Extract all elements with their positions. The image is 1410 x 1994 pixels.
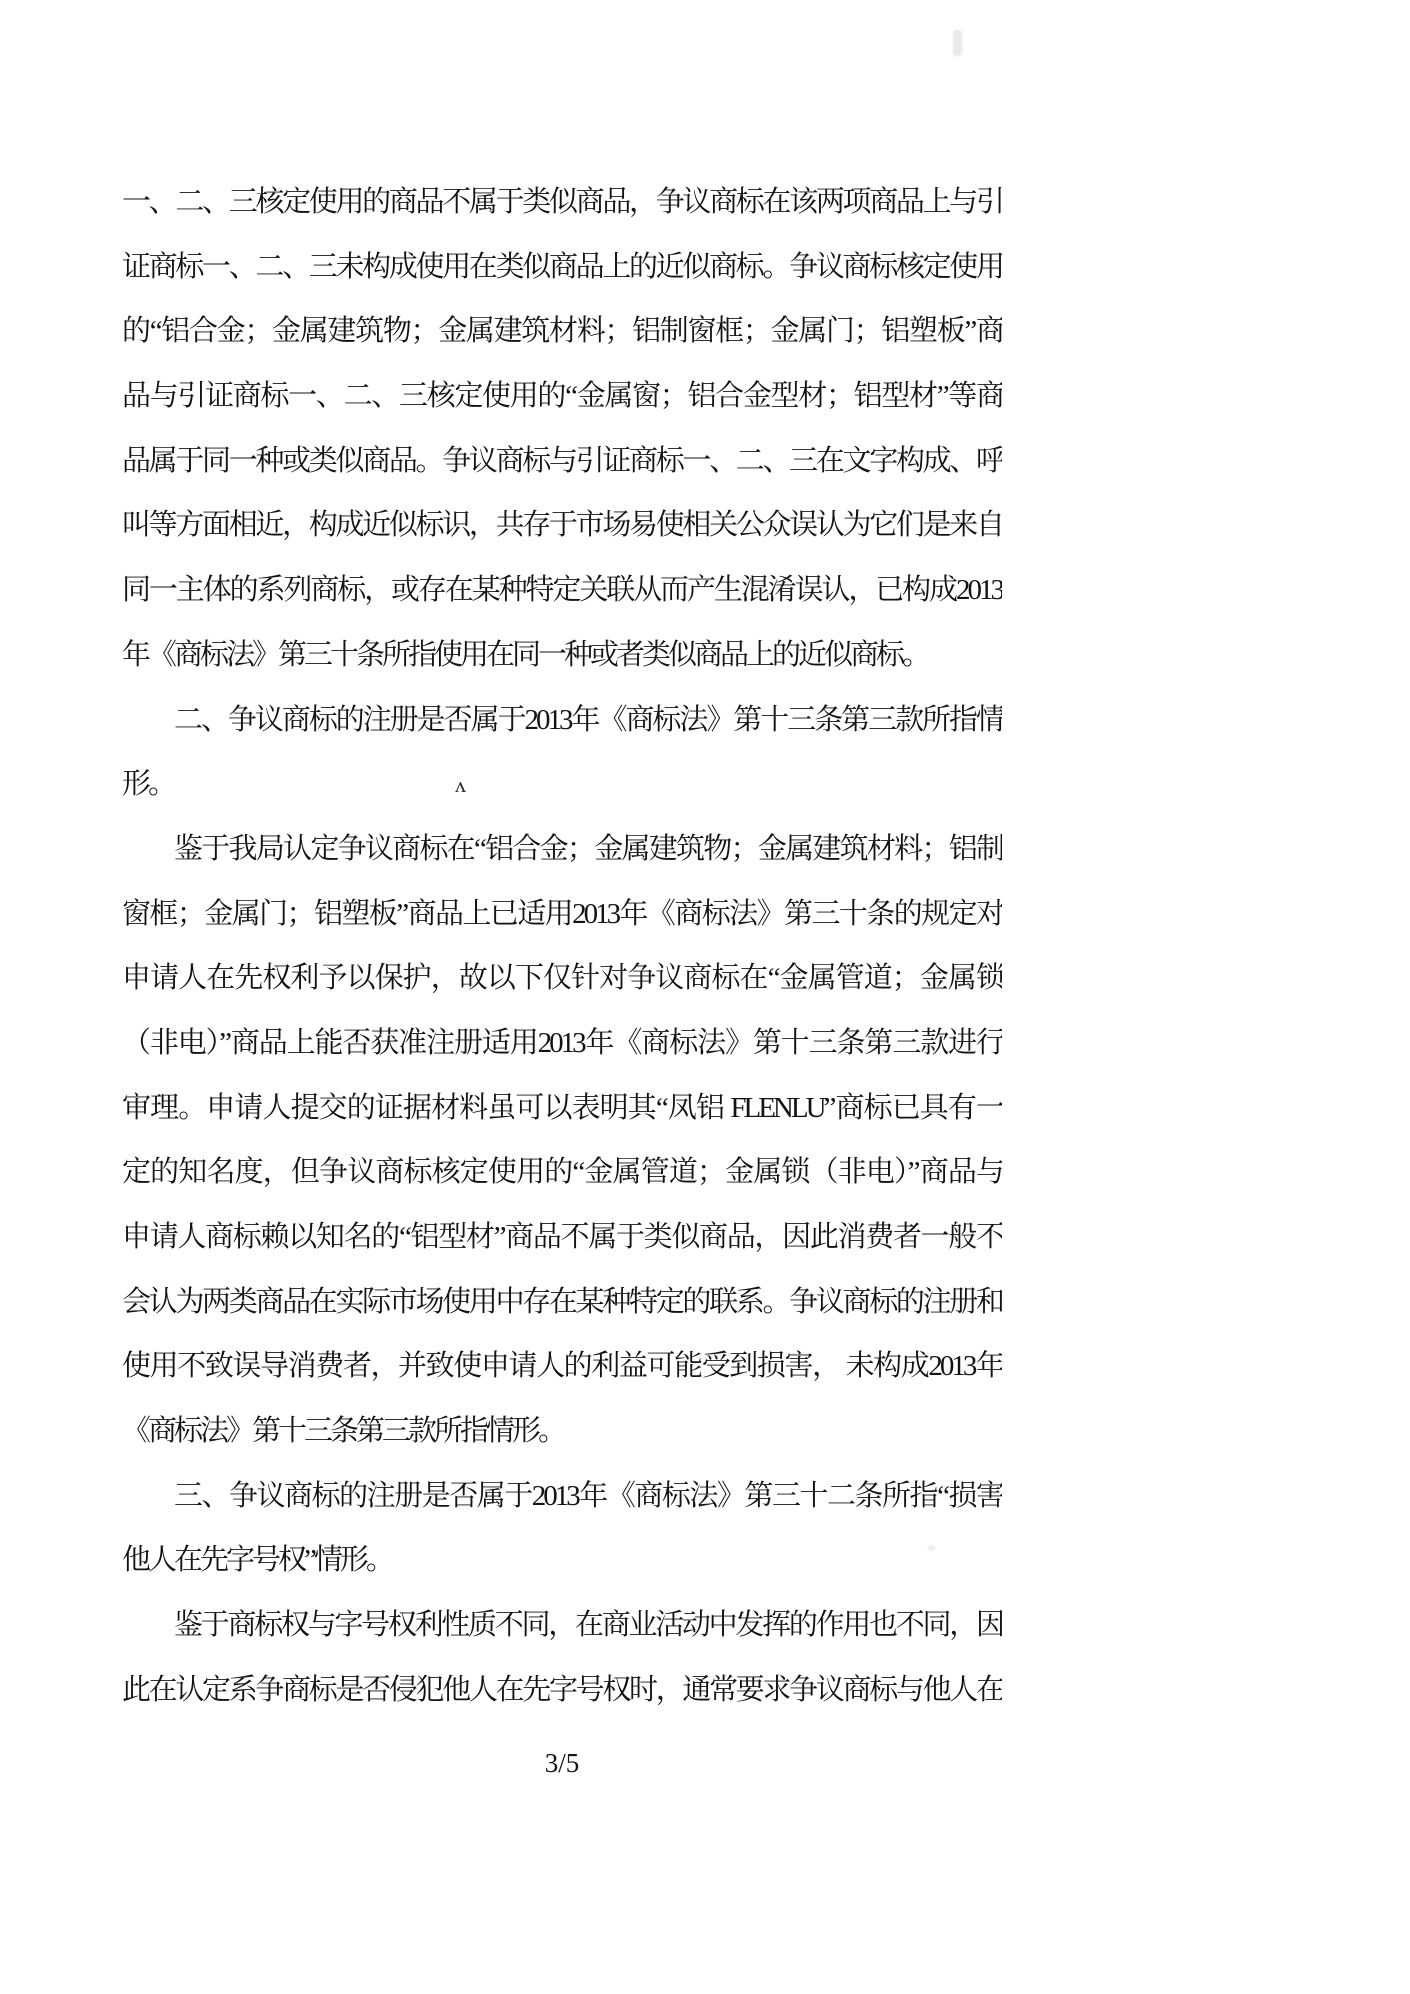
text-line: 品与引证商标一、二、三核定使用的“金属窗；铝合金型材；铝型材”等商 — [122, 380, 1002, 413]
text-line: 鉴于我局认定争议商标在“铝合金；金属建筑物；金属建筑材料；铝制 — [174, 832, 1002, 865]
text-line: 叫等方面相近，构成近似标识，共存于市场易使相关公众误认为它们是来自 — [122, 509, 1002, 542]
text-line: 定的知名度，但争议商标核定使用的“金属管道；金属锁（非电）”商品与 — [122, 1156, 1002, 1189]
text-line: 他人在先字号权”情形。 — [122, 1544, 392, 1577]
text-line: 的“铝合金；金属建筑物；金属建筑材料；铝制窗框；金属门；铝塑板”商 — [122, 315, 1002, 348]
text-line: 二、争议商标的注册是否属于2013年《商标法》第十三条第三款所指情 — [174, 703, 1002, 736]
text-block — [122, 170, 1002, 1723]
text-line: 使用不致误导消费者，并致使申请人的利益可能受到损害， 未构成2013年 — [122, 1350, 1002, 1383]
text-line: 此在认定系争商标是否侵犯他人在先字号权时，通常要求争议商标与他人在 — [122, 1673, 1002, 1706]
text-line: 年《商标法》第三十条所指使用在同一种或者类似商品上的近似商标。 — [122, 638, 929, 671]
text-line: 申请人在先权利予以保护，故以下仅针对争议商标在“金属管道；金属锁 — [122, 962, 1002, 995]
text-line: 品属于同一种或类似商品。争议商标与引证商标一、二、三在文字构成、呼 — [122, 444, 1002, 477]
text-line: 窗框；金属门；铝塑板”商品上已适用2013年《商标法》第三十条的规定对 — [122, 897, 1002, 930]
text-line: 一、二、三核定使用的商品不属于类似商品，争议商标在该两项商品上与引 — [122, 186, 1002, 218]
text-line: 鉴于商标权与字号权利性质不同，在商业活动中发挥的作用也不同，因 — [174, 1609, 1002, 1642]
text-line: 申请人商标赖以知名的“铝型材”商品不属于类似商品，因此消费者一般不 — [122, 1221, 1002, 1253]
text-line: 证商标一、二、三未构成使用在类似商品上的近似商标。争议商标核定使用 — [122, 250, 1002, 283]
text-line: 《商标法》第十三条第三款所指情形。 — [122, 1415, 565, 1448]
text-line: 同一主体的系列商标，或存在某种特定关联从而产生混淆误认，已构成2013 — [122, 574, 1002, 607]
scan-smudge-artifact — [953, 30, 962, 56]
text-line: 三、争议商标的注册是否属于2013年《商标法》第三十二条所指“损害 — [174, 1479, 1002, 1512]
stray-caret-artifact: ʌ — [455, 772, 466, 797]
scan-speck-artifact — [928, 1545, 935, 1551]
text-line: （非电）”商品上能否获准注册适用2013年《商标法》第十三条第三款进行 — [122, 1026, 1002, 1059]
text-line: 审理。申请人提交的证据材料虽可以表明其“凤铝 FLENLU”商标已具有一 — [122, 1091, 1002, 1124]
page-number: 3/5 — [544, 1748, 580, 1778]
text-line: 形。 — [122, 768, 175, 801]
text-line: 会认为两类商品在实际市场使用中存在某种特定的联系。争议商标的注册和 — [122, 1285, 1002, 1318]
